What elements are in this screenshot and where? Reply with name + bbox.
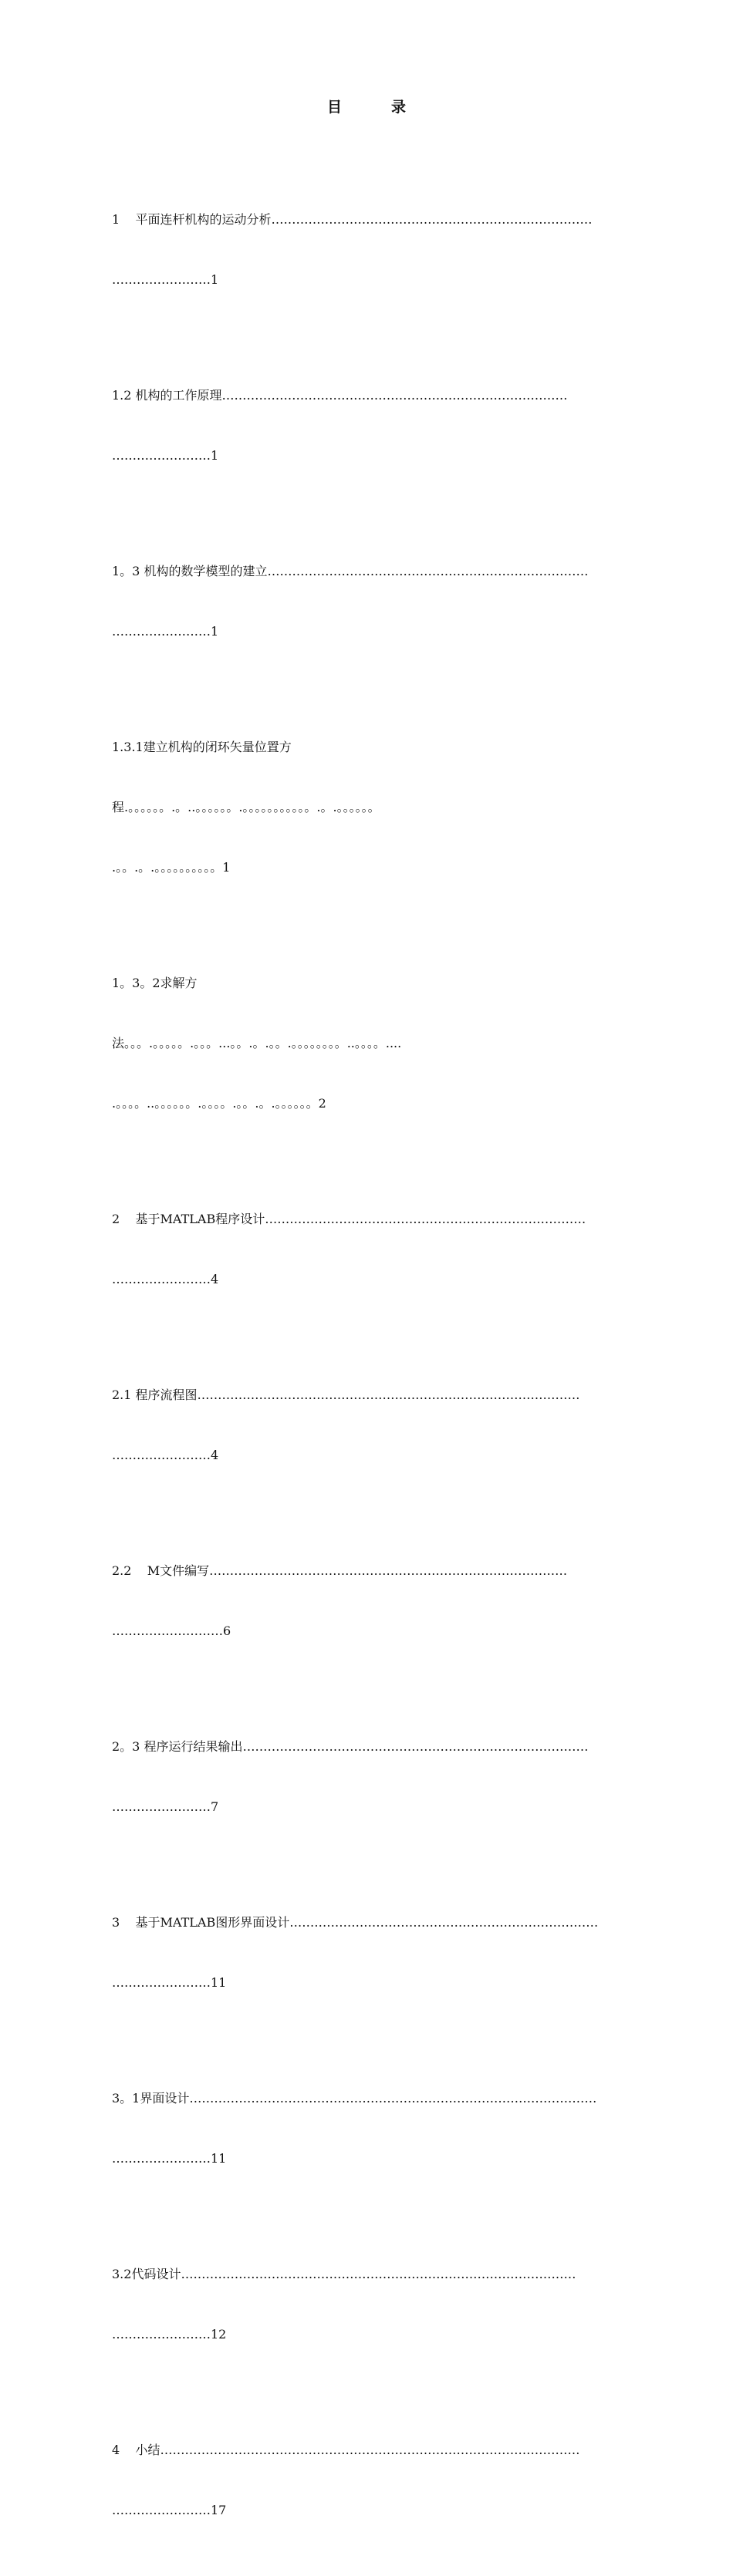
toc-entry-line: ……………………7 — [112, 1799, 219, 1814]
toc-entry-line: 1.2 机构的工作原理………………………………………………………………………… — [112, 388, 568, 403]
toc-entry-1-3-1[interactable] — [112, 697, 629, 918]
toc-entry-2[interactable] — [112, 1169, 629, 1330]
toc-entry-line: .。。。。..。。。。。。.。。。。.。。.。.。。。。。。2 — [112, 1096, 326, 1111]
toc-entry-line: .。。.。.。。。。。。。。。。1 — [112, 860, 231, 875]
toc-entry-line: ……………………1 — [112, 272, 219, 287]
toc-entry-line: 1。3 机构的数学模型的建立…………………………………………………………………… — [112, 564, 589, 578]
toc-entry-line: ………………………6 — [112, 1623, 231, 1638]
toc-entry-line: ……………………1 — [112, 624, 219, 639]
toc-entry-line: ……………………4 — [112, 1448, 219, 1462]
toc-entry-line: 1.3.1建立机构的闭环矢量位置方 — [112, 740, 292, 754]
toc-entry-3[interactable] — [112, 1873, 629, 2033]
toc-entry-line: 2.2 M文件编写…………………………………………………………………………… — [112, 1563, 568, 1578]
toc-entry-line: ……………………11 — [112, 2151, 227, 2166]
toc-entry-line: ……………………11 — [112, 1975, 227, 1990]
toc-entry-3-2[interactable] — [112, 2224, 629, 2385]
page-title — [0, 96, 733, 116]
toc-entry-1[interactable] — [112, 170, 629, 330]
toc-entry-line: ……………………12 — [112, 2327, 227, 2342]
toc-entry-line: 3 基于MATLAB图形界面设计………………………………………………………………… — [112, 1915, 599, 1930]
title-char-2: 录 — [391, 99, 407, 116]
toc-entry-1-3-2[interactable] — [112, 933, 629, 1154]
toc-entry-2-2[interactable] — [112, 1521, 629, 1681]
toc-entry-line: ……………………1 — [112, 448, 219, 463]
toc-entry-line: ……………………4 — [112, 1272, 219, 1286]
toc-entry-line: ……………………17 — [112, 2503, 227, 2517]
toc-entry-line: 2 基于MATLAB程序设计…………………………………………………………………… — [112, 1212, 586, 1226]
toc-entry-2-3[interactable] — [112, 1697, 629, 1857]
toc-entry-line: 1。3。2求解方 — [112, 976, 198, 990]
toc-entry-1-2[interactable] — [112, 346, 629, 506]
toc-entry-line: 3。1界面设计……………………………………………………………………………………… — [112, 2091, 597, 2106]
toc-entry-2-1[interactable] — [112, 1345, 629, 1505]
toc-entry-line: 3.2代码设计…………………………………………………………………………………… — [112, 2267, 576, 2281]
toc-entry-3-1[interactable] — [112, 2048, 629, 2209]
toc-entry-line: 1 平面连杆机构的运动分析…………………………………………………………………… — [112, 212, 593, 227]
toc-entry-1-3[interactable] — [112, 521, 629, 682]
toc-entry-line: 2。3 程序运行结果输出………………………………………………………………………… — [112, 1739, 589, 1754]
toc-entry-line: 4 小结………………………………………………………………………………………… — [112, 2443, 580, 2457]
toc-entry-line: 程.。。。。。。.。..。。。。。。.。。。。。。。。。。。.。.。。。。。。 — [112, 800, 380, 814]
toc-entry-4[interactable] — [112, 2400, 629, 2561]
title-char-1: 目 — [326, 99, 342, 116]
table-of-contents — [112, 170, 629, 2576]
toc-entry-line: 法。。。.。。。。。.。。。...。。.。.。。.。。。。。。。。..。。。。.... — [112, 1036, 402, 1050]
toc-entry-line: 2.1 程序流程图………………………………………………………………………………… — [112, 1387, 580, 1402]
